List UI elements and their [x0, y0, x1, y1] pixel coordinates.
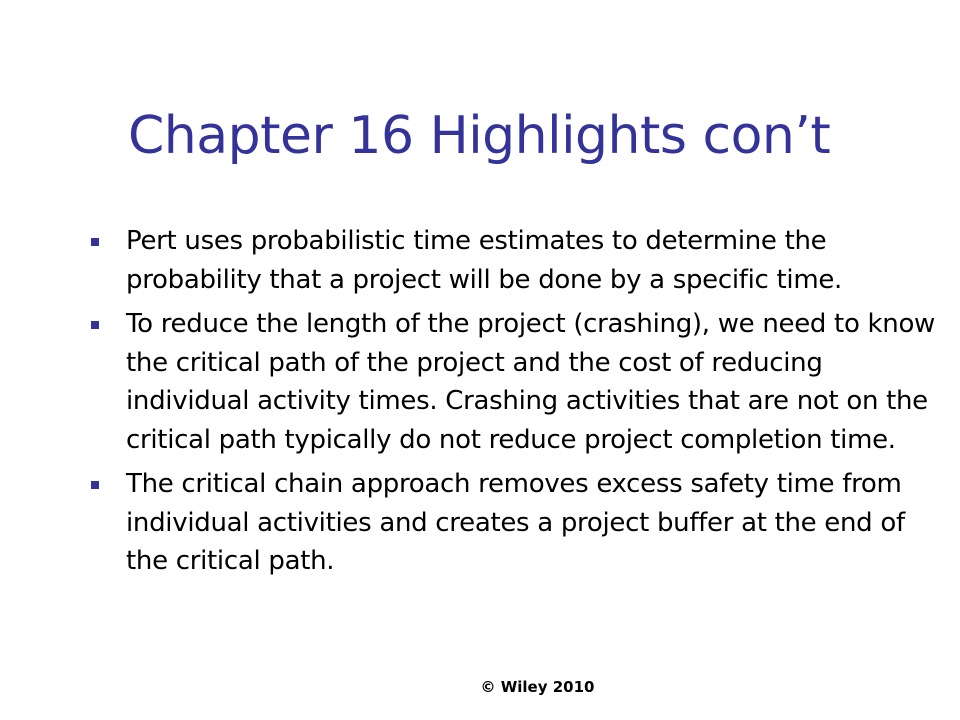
bullet-text: The critical chain approach removes excess safety time from individual activities and creates a project buffer at the end of the critical path. — [126, 469, 905, 576]
square-bullet-icon — [91, 238, 99, 246]
bullet-item — [88, 305, 938, 459]
bullet-text: Pert uses probabilistic time estimates to determine the probability that a project will be done by a specific time. — [126, 226, 843, 295]
copyright-footer: © Wiley 2010 — [480, 678, 595, 696]
square-bullet-icon — [91, 321, 99, 329]
slide-title: Chapter 16 Highlights con’t — [128, 106, 831, 166]
bullet-item — [88, 465, 938, 581]
bullet-item — [88, 222, 938, 299]
bullet-text: To reduce the length of the project (crashing), we need to know the critical path of the project and the cost of reducing individual activity times. Crashing activities that are not on the critical path typically do not reduce project completion time. — [126, 309, 936, 455]
square-bullet-icon — [91, 481, 99, 489]
bullet-list — [88, 222, 938, 587]
